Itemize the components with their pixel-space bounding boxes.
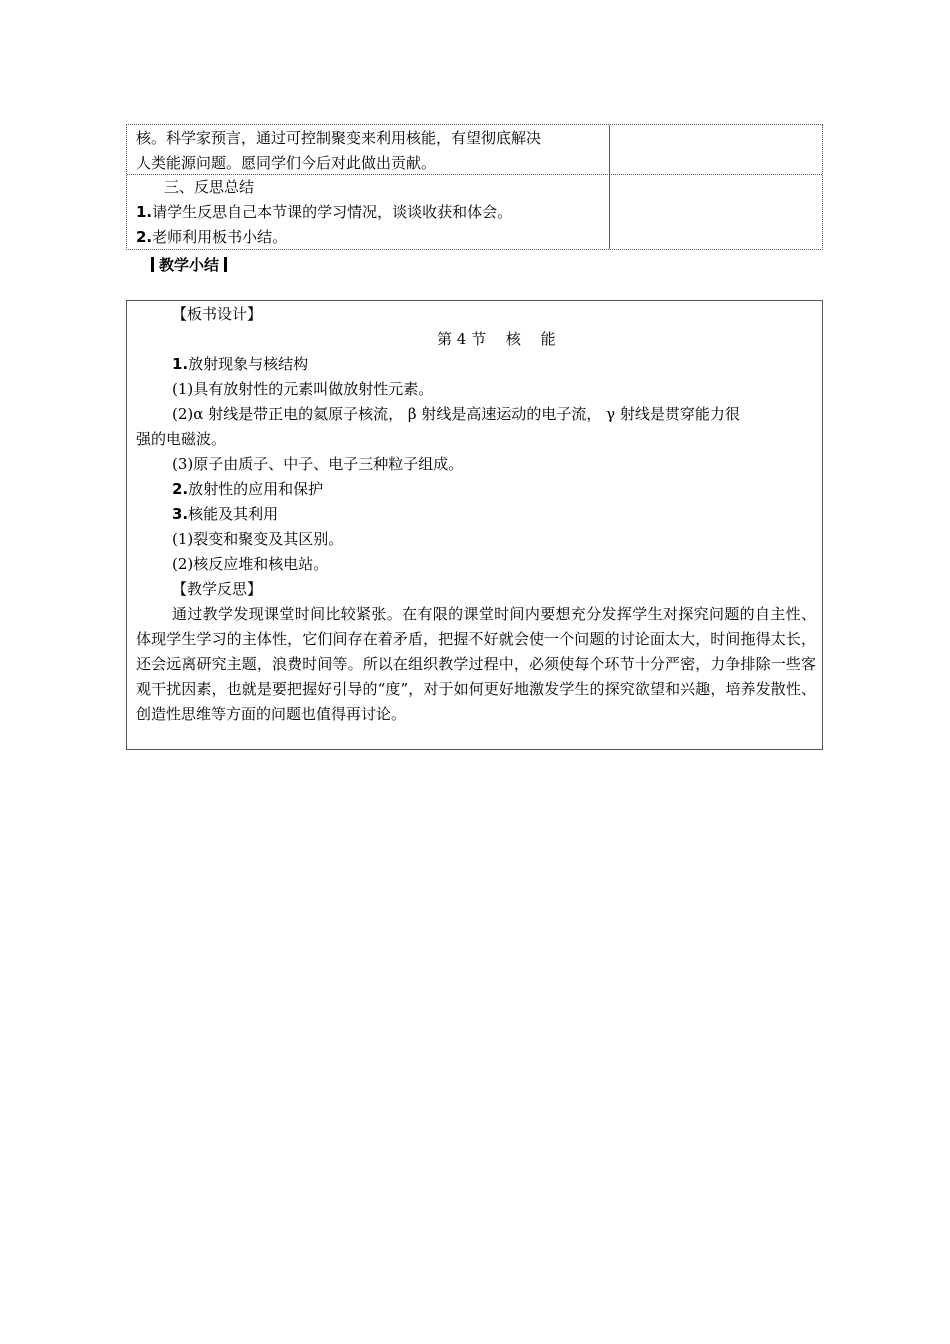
text-line: 核。科学家预言，通过可控制聚变来利用核能，有望彻底解决: [136, 129, 542, 147]
lesson-table: [126, 124, 823, 250]
heading-bar-right: [224, 257, 227, 272]
sub-point-1-2: (2)α 射线是带正电的氦原子核流， β 射线是高速运动的电子流， γ 射线是贯穿能力很: [172, 405, 740, 423]
section-title: 第 4 节 核 能: [437, 330, 556, 348]
board-design-box: [126, 300, 823, 750]
sub-point-3-2: (2)核反应堆和核电站。: [172, 555, 329, 573]
point-1: [172, 352, 308, 377]
reflection-summary-heading: 三、反思总结: [164, 178, 255, 196]
item-text: 请学生反思自己本节课的学习情况，谈谈收获和体会。: [152, 203, 513, 221]
item-number: 1.: [136, 203, 153, 221]
list-item: [136, 225, 512, 250]
heading-bar-left: [151, 257, 154, 272]
heading-text: 教学小结: [159, 256, 220, 274]
point-number: 1.: [172, 355, 189, 373]
point-number: 2.: [172, 480, 189, 498]
reflection-label: 【教学反思】: [172, 580, 263, 598]
table-column-divider: [609, 125, 610, 249]
table-row-2-text: [136, 175, 512, 250]
point-2: [172, 477, 323, 502]
teaching-summary-heading: [146, 255, 232, 275]
text-line: 人类能源问题。愿同学们今后对此做出贡献。: [136, 154, 437, 172]
point-text: 核能及其利用: [188, 505, 279, 523]
point-number: 3.: [172, 505, 189, 523]
sub-point-1-2-cont: 强的电磁波。: [136, 430, 227, 448]
reflection-paragraph: 通过教学发现课堂时间比较紧张。在有限的课堂时间内要想充分发挥学生对探究问题的自主性、体现学生学习的主体性，它们间存在着矛盾，把握不好就会使一个问题的讨论面太大，时间拖得太长，还会远离研究主题，浪费时间等。所以在组织教学过程中，必须使每个环节十分严密，力争排除一些客观干扰因素，也就是要把握好引导的“度”，对于如何更好地激发学生的探究欲望和兴趣，培养发散性、创造性思维等方面的问题也值得再讨论。: [136, 605, 816, 723]
point-3: [172, 502, 278, 527]
sub-point-1-3: (3)原子由质子、中子、电子三种粒子组成。: [172, 455, 464, 473]
table-row-1-text: [136, 126, 541, 176]
item-number: 2.: [136, 228, 153, 246]
board-design-label: 【板书设计】: [172, 305, 263, 323]
list-item: [136, 200, 512, 225]
item-text: 老师利用板书小结。: [152, 228, 288, 246]
point-text: 放射性的应用和保护: [188, 480, 324, 498]
sub-point-1-1: (1)具有放射性的元素叫做放射性元素。: [172, 380, 434, 398]
sub-point-3-1: (1)裂变和聚变及其区别。: [172, 530, 344, 548]
point-text: 放射现象与核结构: [188, 355, 309, 373]
